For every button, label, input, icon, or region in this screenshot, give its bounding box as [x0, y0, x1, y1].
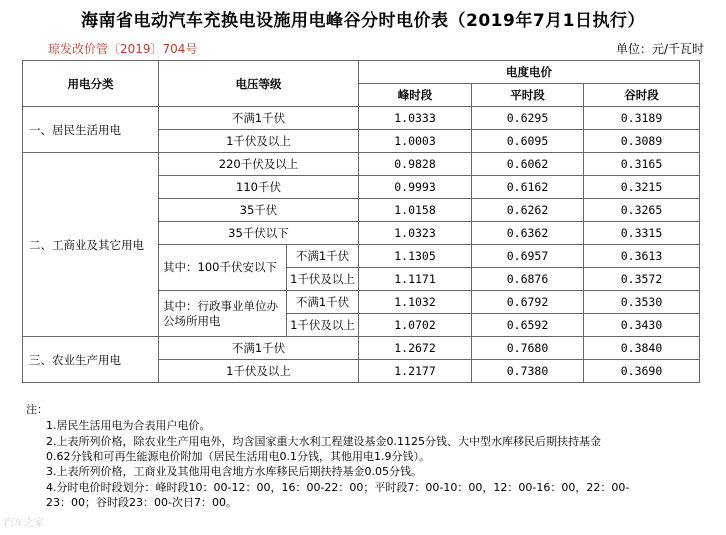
header-category: 用电分类: [23, 61, 159, 107]
peak-price: 0.9828: [359, 153, 472, 176]
voltage-cell: 不满1千伏: [159, 107, 359, 130]
flat-price: 0.6792: [472, 291, 584, 314]
peak-price: 1.2177: [359, 360, 472, 383]
subgroup-100kva: 其中：100千伏安以下: [159, 245, 287, 291]
voltage-cell: 1千伏及以上: [287, 314, 359, 337]
header-row: [23, 61, 700, 84]
flat-price: 0.7380: [472, 360, 584, 383]
valley-price: 0.3265: [584, 199, 700, 222]
notes-block: [26, 402, 716, 510]
peak-price: 1.0003: [359, 130, 472, 153]
unit-label: 单位：元/千瓦时: [615, 42, 704, 56]
table-row: [23, 107, 700, 130]
flat-price: 0.6957: [472, 245, 584, 268]
header-price: 电度电价: [359, 61, 700, 84]
peak-price: 1.1032: [359, 291, 472, 314]
voltage-cell: 1千伏及以上: [159, 130, 359, 153]
valley-price: 0.3840: [584, 337, 700, 360]
flat-price: 0.6362: [472, 222, 584, 245]
peak-price: 1.0323: [359, 222, 472, 245]
voltage-cell: 不满1千伏: [159, 337, 359, 360]
note-2: 2.上表所列价格，除农业生产用电外，均含国家重大水利工程建设基金0.1125分钱、大中型水库移民后期扶持基金: [46, 435, 601, 448]
peak-price: 1.0702: [359, 314, 472, 337]
voltage-cell: 35千伏以下: [159, 222, 359, 245]
peak-price: 1.2672: [359, 337, 472, 360]
peak-price: 1.0333: [359, 107, 472, 130]
valley-price: 0.3613: [584, 245, 700, 268]
flat-price: 0.6876: [472, 268, 584, 291]
price-table: [22, 60, 700, 383]
page-title: 海南省电动汽车充换电设施用电峰谷分时电价表（2019年7月1日执行）: [81, 11, 645, 31]
note-3: 3.上表所列价格，工商业及其他用电含地方水库移民后期扶持基金0.05分钱。: [46, 465, 422, 478]
valley-price: 0.3530: [584, 291, 700, 314]
flat-price: 0.7680: [472, 337, 584, 360]
peak-price: 1.1171: [359, 268, 472, 291]
notes-label: 注：: [26, 403, 48, 416]
note-4: 4.分时电价时段划分：峰时段10：00-12：00，16：00-22：00；平时段7：00-10：00，12：00-16：00，22：00-: [46, 481, 630, 494]
note-1: 1.居民生活用电为合表用户电价。: [46, 419, 211, 432]
voltage-cell: 220千伏及以上: [159, 153, 359, 176]
valley-price: 0.3430: [584, 314, 700, 337]
valley-price: 0.3572: [584, 268, 700, 291]
peak-price: 1.0158: [359, 199, 472, 222]
header-peak: 峰时段: [359, 84, 472, 107]
flat-price: 0.6295: [472, 107, 584, 130]
valley-price: 0.3315: [584, 222, 700, 245]
section-industrial: 二、工商业及其它用电: [23, 153, 159, 337]
valley-price: 0.3089: [584, 130, 700, 153]
header-flat: 平时段: [472, 84, 584, 107]
voltage-cell: 35千伏: [159, 199, 359, 222]
flat-price: 0.6162: [472, 176, 584, 199]
voltage-cell: 110千伏: [159, 176, 359, 199]
subgroup-admin: 其中：行政事业单位办公场所用电: [159, 291, 287, 337]
note-4-cont: 23：00；谷时段23：00-次日7：00。: [46, 496, 237, 509]
section-agriculture: 三、农业生产用电: [23, 337, 159, 383]
valley-price: 0.3215: [584, 176, 700, 199]
voltage-cell: 1千伏及以上: [287, 268, 359, 291]
peak-price: 0.9993: [359, 176, 472, 199]
note-2-cont: 0.62分钱和可再生能源电价附加（居民生活用电0.1分钱，其他用电1.9分钱）。: [46, 450, 430, 463]
flat-price: 0.6262: [472, 199, 584, 222]
voltage-cell: 不满1千伏: [287, 245, 359, 268]
table-row: [23, 337, 700, 360]
section-residential: 一、居民生活用电: [23, 107, 159, 153]
voltage-cell: 1千伏及以上: [159, 360, 359, 383]
valley-price: 0.3189: [584, 107, 700, 130]
table-row: [23, 153, 700, 176]
watermark: 汽车之家: [4, 518, 44, 529]
voltage-cell: 不满1千伏: [287, 291, 359, 314]
document-number: 琼发改价管〔2019〕704号: [48, 42, 198, 56]
header-voltage: 电压等级: [159, 61, 359, 107]
valley-price: 0.3690: [584, 360, 700, 383]
header-valley: 谷时段: [584, 84, 700, 107]
flat-price: 0.6592: [472, 314, 584, 337]
flat-price: 0.6095: [472, 130, 584, 153]
peak-price: 1.1305: [359, 245, 472, 268]
flat-price: 0.6062: [472, 153, 584, 176]
valley-price: 0.3165: [584, 153, 700, 176]
